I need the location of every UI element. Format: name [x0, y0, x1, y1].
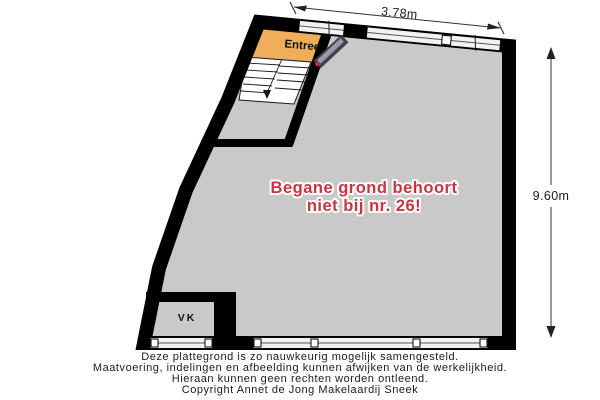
dimension-arrow-down — [547, 326, 556, 338]
warning-line-1: Begane grond behoort — [270, 179, 458, 197]
window-mullion — [480, 339, 487, 347]
vk-label: VK — [177, 312, 197, 324]
vk-right-wall — [214, 299, 236, 343]
window-mullion — [254, 339, 261, 347]
width-dimension-label: 3.78m — [380, 4, 419, 22]
entree-label: Entree — [283, 38, 321, 54]
disclaimer-line-3: Hieraan kunnen geen rechten worden ontleend. — [171, 373, 429, 385]
disclaimer-line-1: Deze plattegrond is zo nauwkeurig mogelijk samengesteld. — [141, 351, 459, 363]
disclaimer — [93, 351, 507, 396]
door-hinge-marker — [315, 62, 320, 67]
height-dimension-label: 9.60m — [532, 189, 570, 203]
window-mullion — [205, 339, 212, 347]
window-mullion — [442, 35, 452, 45]
window-mullion — [311, 339, 318, 347]
window-mullion — [413, 339, 420, 347]
disclaimer-line-4: Copyright Annet de Jong Makelaardij Sneek — [181, 384, 419, 396]
dimension-arrow-up — [547, 47, 556, 59]
window-mullion — [151, 339, 158, 347]
height-dimension — [533, 47, 570, 338]
dimension-arrow-left — [294, 6, 307, 12]
disclaimer-line-2: Maatvoering, indelingen en afbeelding kunnen afwijken van de werkelijkheid. — [92, 362, 508, 374]
dimension-tick — [290, 2, 296, 14]
warning-line-2: niet bij nr. 26! — [306, 197, 422, 215]
bottom-facade-windows — [150, 338, 488, 349]
